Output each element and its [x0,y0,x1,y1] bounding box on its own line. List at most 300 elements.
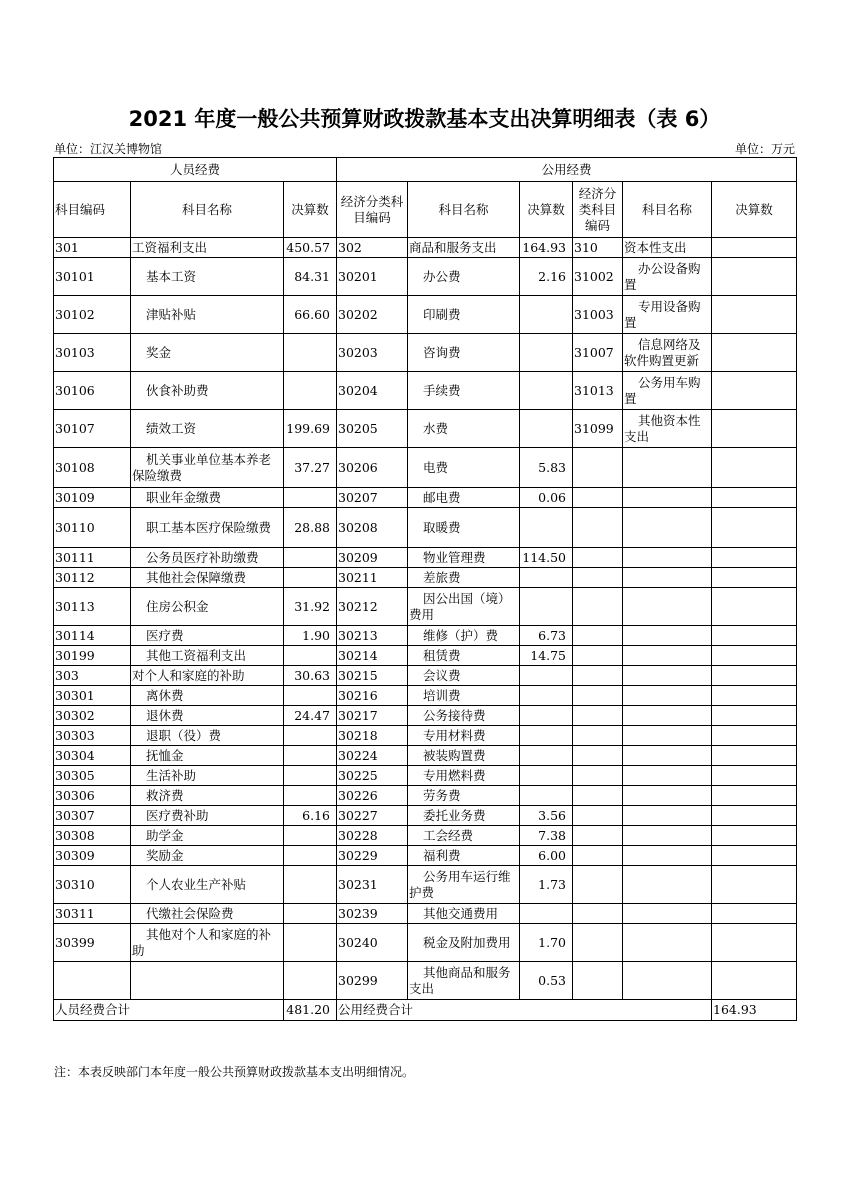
capital-amount [712,846,797,866]
personnel-amount [284,334,337,372]
public-amount: 114.50 [520,548,573,568]
capital-code: 310 [573,238,623,258]
capital-name [623,666,712,686]
table-row [54,686,797,706]
capital-name: 其他资本性支出 [623,410,712,448]
table-row [54,706,797,726]
public-code: 30213 [337,626,408,646]
public-amount: 6.73 [520,626,573,646]
expenditure-table [53,157,797,1021]
personnel-name: 医疗费 [131,626,284,646]
table-row [54,846,797,866]
personnel-code: 30111 [54,548,131,568]
public-amount [520,508,573,548]
capital-name [623,766,712,786]
col-econ-code-header: 经济分类科目编码 [337,182,408,238]
capital-code [573,488,623,508]
public-name: 水费 [408,410,520,448]
public-amount: 0.06 [520,488,573,508]
capital-amount [712,588,797,626]
personnel-code: 30307 [54,806,131,826]
public-name: 租赁费 [408,646,520,666]
personnel-amount: 28.88 [284,508,337,548]
public-amount: 7.38 [520,826,573,846]
table-row [54,786,797,806]
public-name: 专用材料费 [408,726,520,746]
public-amount [520,726,573,746]
table-row [54,766,797,786]
table-row [54,746,797,766]
capital-amount [712,786,797,806]
public-name: 邮电费 [408,488,520,508]
capital-name [623,904,712,924]
personnel-name: 对个人和家庭的补助 [131,666,284,686]
public-name: 因公出国（境）费用 [408,588,520,626]
personnel-name: 公务员医疗补助缴费 [131,548,284,568]
page-title: 2021 年度一般公共预算财政拨款基本支出决算明细表（表 6） [128,107,721,131]
personnel-code: 30112 [54,568,131,588]
personnel-name: 退休费 [131,706,284,726]
public-code: 30224 [337,746,408,766]
personnel-amount: 6.16 [284,806,337,826]
capital-amount [712,296,797,334]
capital-name [623,706,712,726]
public-name: 咨询费 [408,334,520,372]
table-row [54,296,797,334]
public-code: 30239 [337,904,408,924]
personnel-name: 住房公积金 [131,588,284,626]
capital-name [623,548,712,568]
public-code: 30214 [337,646,408,666]
table-row [54,866,797,904]
capital-amount [712,746,797,766]
public-name: 手续费 [408,372,520,410]
table-row [54,568,797,588]
capital-code: 31007 [573,334,623,372]
public-code: 30203 [337,334,408,372]
personnel-name: 机关事业单位基本养老保险缴费 [131,448,284,488]
public-amount: 3.56 [520,806,573,826]
capital-name [623,626,712,646]
personnel-name: 其他社会保障缴费 [131,568,284,588]
personnel-name: 基本工资 [131,258,284,296]
personnel-amount: 84.31 [284,258,337,296]
capital-name: 信息网络及软件购置更新 [623,334,712,372]
capital-code [573,846,623,866]
capital-name [623,568,712,588]
personnel-name: 代缴社会保险费 [131,904,284,924]
table-row [54,548,797,568]
public-amount [520,588,573,626]
capital-code [573,866,623,904]
public-total-label: 公用经费合计 [337,1000,712,1021]
personnel-name: 职业年金缴费 [131,488,284,508]
capital-name: 资本性支出 [623,238,712,258]
personnel-name: 其他对个人和家庭的补助 [131,924,284,962]
public-code: 30211 [337,568,408,588]
capital-name [623,846,712,866]
public-amount [520,410,573,448]
capital-code [573,962,623,1000]
public-code: 30231 [337,866,408,904]
personnel-amount [284,372,337,410]
capital-amount [712,866,797,904]
personnel-amount [284,568,337,588]
table-row [54,238,797,258]
capital-amount [712,548,797,568]
personnel-amount: 199.69 [284,410,337,448]
public-name: 物业管理费 [408,548,520,568]
personnel-amount [284,866,337,904]
public-amount: 0.53 [520,962,573,1000]
table-row [54,626,797,646]
table-row [54,410,797,448]
public-amount [520,334,573,372]
public-name: 委托业务费 [408,806,520,826]
capital-amount [712,646,797,666]
capital-code [573,766,623,786]
personnel-amount: 24.47 [284,706,337,726]
public-name: 培训费 [408,686,520,706]
public-amount: 1.73 [520,866,573,904]
col-amount-header: 决算数 [520,182,573,238]
personnel-total-label: 人员经费合计 [54,1000,284,1021]
public-name: 公务用车运行维护费 [408,866,520,904]
public-name: 取暖费 [408,508,520,548]
public-code: 30217 [337,706,408,726]
personnel-code [54,962,131,1000]
public-code: 30205 [337,410,408,448]
table-row [54,334,797,372]
public-code: 30212 [337,588,408,626]
public-code: 30208 [337,508,408,548]
public-code: 30225 [337,766,408,786]
public-name: 会议费 [408,666,520,686]
capital-amount [712,334,797,372]
capital-code [573,508,623,548]
public-code: 30207 [337,488,408,508]
public-amount: 14.75 [520,646,573,666]
personnel-code: 30311 [54,904,131,924]
capital-amount [712,372,797,410]
capital-code [573,588,623,626]
personnel-amount: 66.60 [284,296,337,334]
personnel-code: 30106 [54,372,131,410]
table-row [54,372,797,410]
personnel-code: 30114 [54,626,131,646]
personnel-code: 30108 [54,448,131,488]
capital-name [623,786,712,806]
capital-code [573,786,623,806]
col-code-header: 科目编码 [54,182,131,238]
personnel-code: 30309 [54,846,131,866]
personnel-name: 救济费 [131,786,284,806]
table-row [54,904,797,924]
personnel-amount [284,904,337,924]
capital-code [573,646,623,666]
public-amount: 5.83 [520,448,573,488]
personnel-amount [284,786,337,806]
public-name: 办公费 [408,258,520,296]
capital-amount [712,726,797,746]
personnel-name: 助学金 [131,826,284,846]
public-amount: 6.00 [520,846,573,866]
personnel-code: 30304 [54,746,131,766]
public-code: 30202 [337,296,408,334]
public-name: 税金及附加费用 [408,924,520,962]
capital-code: 31002 [573,258,623,296]
table-row [54,726,797,746]
public-amount [520,706,573,726]
personnel-code: 30301 [54,686,131,706]
capital-name: 专用设备购置 [623,296,712,334]
table-row [54,646,797,666]
personnel-name: 伙食补助费 [131,372,284,410]
personnel-name: 退职（役）费 [131,726,284,746]
capital-code: 31013 [573,372,623,410]
public-amount [520,568,573,588]
personnel-name: 津贴补贴 [131,296,284,334]
table-row [54,258,797,296]
public-amount: 1.70 [520,924,573,962]
public-amount [520,372,573,410]
col-amount-header: 决算数 [712,182,797,238]
personnel-name: 抚恤金 [131,746,284,766]
personnel-name: 离休费 [131,686,284,706]
capital-name [623,686,712,706]
public-name: 劳务费 [408,786,520,806]
public-code: 30226 [337,786,408,806]
capital-code: 31003 [573,296,623,334]
public-code: 30206 [337,448,408,488]
capital-name: 公务用车购置 [623,372,712,410]
personnel-name: 医疗费补助 [131,806,284,826]
personnel-code: 30310 [54,866,131,904]
personnel-code: 30102 [54,296,131,334]
capital-amount [712,448,797,488]
public-amount: 164.93 [520,238,573,258]
capital-name [623,806,712,826]
capital-name [623,924,712,962]
col-name-header: 科目名称 [623,182,712,238]
capital-code [573,666,623,686]
personnel-code: 30399 [54,924,131,962]
public-name: 维修（护）费 [408,626,520,646]
capital-amount [712,410,797,448]
personnel-name: 奖金 [131,334,284,372]
public-name: 其他交通费用 [408,904,520,924]
table-row [54,666,797,686]
public-amount [520,296,573,334]
public-code: 30209 [337,548,408,568]
capital-name [623,826,712,846]
table-row [54,826,797,846]
personnel-amount [284,924,337,962]
capital-code [573,746,623,766]
personnel-code: 30308 [54,826,131,846]
public-header: 公用经费 [337,158,797,182]
public-amount [520,904,573,924]
col-econ-code-header: 经济分类科目编码 [573,182,623,238]
capital-name [623,646,712,666]
personnel-amount [284,686,337,706]
capital-code [573,706,623,726]
capital-amount [712,508,797,548]
personnel-code: 30199 [54,646,131,666]
personnel-header: 人员经费 [54,158,337,182]
public-code: 30215 [337,666,408,686]
personnel-code: 30113 [54,588,131,626]
personnel-amount: 1.90 [284,626,337,646]
public-code: 30299 [337,962,408,1000]
capital-name [623,488,712,508]
personnel-code: 30107 [54,410,131,448]
personnel-amount [284,826,337,846]
table-row [54,924,797,962]
personnel-code: 30101 [54,258,131,296]
capital-code [573,726,623,746]
capital-name [623,508,712,548]
table-row [54,488,797,508]
personnel-name: 绩效工资 [131,410,284,448]
public-name: 专用燃料费 [408,766,520,786]
capital-code [573,568,623,588]
capital-amount [712,904,797,924]
capital-amount [712,962,797,1000]
personnel-amount [284,488,337,508]
public-total-value: 164.93 [712,1000,797,1021]
table-row [54,588,797,626]
capital-name [623,448,712,488]
personnel-name: 生活补助 [131,766,284,786]
public-code: 30240 [337,924,408,962]
personnel-name: 奖励金 [131,846,284,866]
personnel-code: 303 [54,666,131,686]
footnote: 注：本表反映部门本年度一般公共预算财政拨款基本支出明细情况。 [54,1065,415,1079]
currency-unit: 单位：万元 [734,142,795,156]
capital-code [573,548,623,568]
public-name: 被装购置费 [408,746,520,766]
table-row [54,508,797,548]
unit-name: 单位：江汉关博物馆 [54,142,163,156]
personnel-amount [284,766,337,786]
capital-amount [712,488,797,508]
public-name: 其他商品和服务支出 [408,962,520,1000]
public-code: 30228 [337,826,408,846]
personnel-amount: 31.92 [284,588,337,626]
public-name: 工会经费 [408,826,520,846]
personnel-amount: 37.27 [284,448,337,488]
col-name-header: 科目名称 [408,182,520,238]
public-amount [520,786,573,806]
public-name: 差旅费 [408,568,520,588]
personnel-name: 职工基本医疗保险缴费 [131,508,284,548]
personnel-code: 301 [54,238,131,258]
capital-code [573,686,623,706]
personnel-amount [284,846,337,866]
table-row [54,448,797,488]
public-name: 电费 [408,448,520,488]
public-amount: 2.16 [520,258,573,296]
capital-code: 31099 [573,410,623,448]
public-code: 302 [337,238,408,258]
public-name: 印刷费 [408,296,520,334]
personnel-amount: 450.57 [284,238,337,258]
capital-amount [712,666,797,686]
public-code: 30201 [337,258,408,296]
public-amount [520,746,573,766]
capital-amount [712,568,797,588]
public-amount [520,666,573,686]
personnel-code: 30303 [54,726,131,746]
public-code: 30227 [337,806,408,826]
personnel-code: 30302 [54,706,131,726]
personnel-amount [284,726,337,746]
capital-amount [712,258,797,296]
table-row [54,806,797,826]
personnel-amount: 30.63 [284,666,337,686]
capital-code [573,626,623,646]
capital-code [573,448,623,488]
personnel-amount [284,646,337,666]
capital-amount [712,806,797,826]
col-amount-header: 决算数 [284,182,337,238]
public-name: 福利费 [408,846,520,866]
capital-name [623,866,712,904]
capital-name [623,726,712,746]
public-code: 30216 [337,686,408,706]
personnel-amount [284,962,337,1000]
capital-amount [712,706,797,726]
public-code: 30229 [337,846,408,866]
capital-amount [712,686,797,706]
capital-amount [712,826,797,846]
capital-name [623,588,712,626]
table-row [54,962,797,1000]
personnel-code: 30306 [54,786,131,806]
personnel-amount [284,746,337,766]
personnel-code: 30305 [54,766,131,786]
personnel-code: 30109 [54,488,131,508]
capital-code [573,924,623,962]
capital-amount [712,766,797,786]
col-name-header: 科目名称 [131,182,284,238]
public-name: 商品和服务支出 [408,238,520,258]
capital-amount [712,924,797,962]
personnel-code: 30103 [54,334,131,372]
public-amount [520,686,573,706]
personnel-name [131,962,284,1000]
personnel-name: 其他工资福利支出 [131,646,284,666]
public-code: 30218 [337,726,408,746]
capital-name [623,962,712,1000]
capital-code [573,826,623,846]
personnel-total-value: 481.20 [284,1000,337,1021]
personnel-name: 工资福利支出 [131,238,284,258]
personnel-amount [284,548,337,568]
capital-amount [712,238,797,258]
public-name: 公务接待费 [408,706,520,726]
public-code: 30204 [337,372,408,410]
capital-code [573,904,623,924]
capital-name: 办公设备购置 [623,258,712,296]
capital-name [623,746,712,766]
public-amount [520,766,573,786]
personnel-code: 30110 [54,508,131,548]
personnel-name: 个人农业生产补贴 [131,866,284,904]
capital-amount [712,626,797,646]
capital-code [573,806,623,826]
